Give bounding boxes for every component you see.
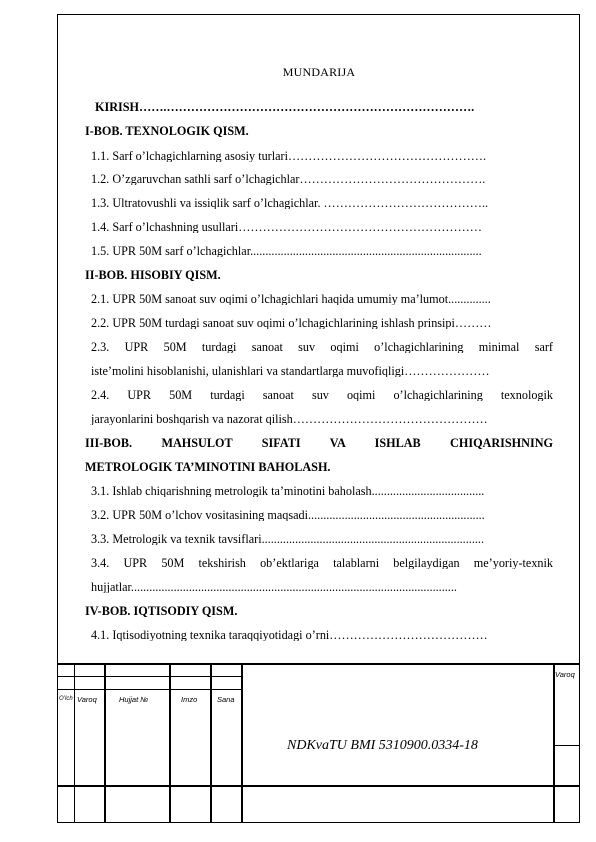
toc-chapter: IV-BOB. IQTISODIY QISM. (85, 605, 238, 618)
toc-entry: 2.1. UPR 50M sanoat suv oqimi o’lchagichlari haqida umumiy ma’lumot.............. (91, 293, 491, 306)
toc-chapter: II-BOB. HISOBIY QISM. (85, 269, 221, 282)
stamp-izm-label: O’lch (59, 696, 73, 702)
title-block (57, 663, 580, 823)
toc-entry: 1.4. Sarf o’lchashning usullari…………………………………………………… (91, 221, 482, 234)
toc-entry: 2.2. UPR 50M turdagi sanoat suv oqimi o’lchagichlarining ishlash prinsipi……… (91, 317, 492, 330)
toc-entry: 1.3. Ultratovushli va issiqlik sarf o’lchagichlar. ………………………………….. (91, 197, 489, 210)
stamp-imzo-label: Imzo (181, 695, 198, 704)
toc-entry: hujjatlar........................................................................................................... (91, 581, 457, 594)
toc-entry: 3.1. Ishlab chiqarishning metrologik ta’minotini baholash..................................... (91, 485, 485, 498)
toc-title: MUNDARIJA (282, 65, 356, 79)
toc-chapter: I-BOB. TEXNOLOGIK QISM. (85, 125, 249, 138)
toc-entry: 1.1. Sarf o’lchagichlarning asosiy turlari…………………………………………. (91, 150, 487, 163)
toc-entry: 1.5. UPR 50M sarf o’lchagichlar............................................................................ (91, 245, 482, 258)
toc-chapter: METROLOGIK TA’MINOTINI BAHOLASH. (85, 461, 331, 474)
toc-entry: 3.4. UPR 50M tekshirish ob’ektlariga talablarni belgilaydigan me’yoriy-texnik (91, 557, 553, 570)
toc-entry: 3.2. UPR 50M o’lchov vositasining maqsadi.......................................................... (91, 509, 485, 522)
document-number: NDKvaTU BMI 5310900.0334-18 (287, 738, 478, 753)
toc-entry: 3.3. Metrologik va texnik tavsiflari......................................................................... (91, 533, 485, 546)
toc-entry: jarayonlarini boshqarish va nazorat qilish………………………………………… (91, 413, 488, 426)
stamp-sheet-label: Varoq (555, 670, 575, 679)
stamp-hujjat-label: Hujjat № (119, 695, 149, 704)
toc-entry: 4.1. Iqtisodiyotning texnika taraqqiyotidagi o’rni………………………………… (91, 629, 488, 642)
toc-entry: iste’molini hisoblanishi, ulanishlari va standartlarga muvofiqligi………………… (91, 365, 490, 378)
toc-entry: 2.4. UPR 50M turdagi sanoat suv oqimi o’lchagichlarining texnologik (91, 389, 553, 402)
toc-chapter: KIRISH…….…………………………………………………………………. (95, 101, 475, 114)
toc-entry: 2.3. UPR 50M turdagi sanoat suv oqimi o’lchagichlarining minimal sarf (91, 341, 553, 354)
stamp-varoq-label: Varoq (77, 695, 97, 704)
stamp-sana-label: Sana (217, 695, 235, 704)
toc-chapter: III-BOB. MAHSULOT SIFATI VA ISHLAB CHIQARISHNING (85, 437, 553, 450)
toc-entry: 1.2. O’zgaruvchan sathli sarf o’lchagichlar………………………………………. (91, 173, 486, 186)
